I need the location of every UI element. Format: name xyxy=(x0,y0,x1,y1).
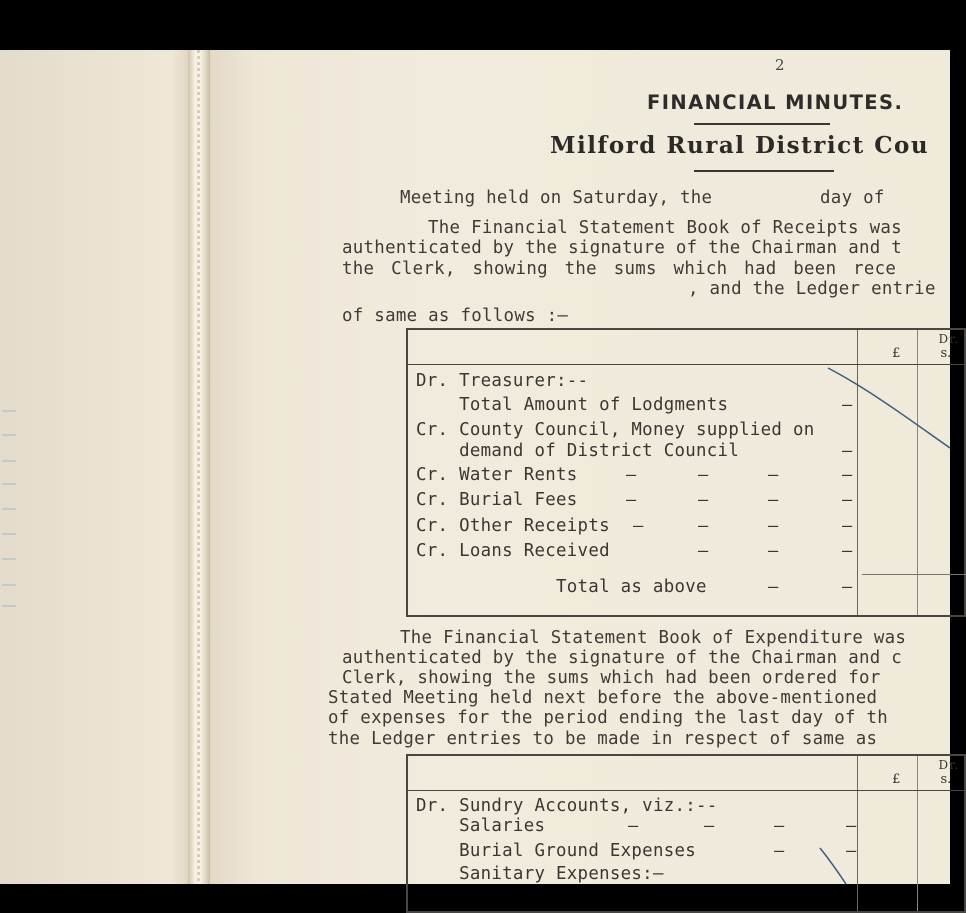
expenditure-items-cell xyxy=(407,791,858,913)
show-through-mark xyxy=(2,605,16,607)
leader-dash: – xyxy=(846,841,857,861)
ledger-row: demand of District Council xyxy=(416,441,740,461)
leader-dash: – xyxy=(628,816,639,836)
receipts-para-line: , and the Ledger entrie xyxy=(688,279,936,299)
leader-dash: – xyxy=(768,465,779,485)
ledger-row: Burial Ground Expenses xyxy=(416,841,697,861)
expenditure-header-items xyxy=(407,755,858,791)
leader-dash: – xyxy=(626,490,637,510)
expenditure-para-line: Stated Meeting held next before the above-mentioned xyxy=(328,688,878,708)
expenditure-para-line: The Financial Statement Book of Expenditure was xyxy=(400,628,907,648)
ledger-row: Dr. Treasurer:-- xyxy=(416,371,589,391)
leader-dash: – xyxy=(842,441,853,461)
dr-label: Dr. xyxy=(938,758,960,772)
leader-dash: – xyxy=(842,490,853,510)
receipts-para-line: authenticated by the signature of the Chairman and t xyxy=(342,238,903,258)
show-through-mark xyxy=(2,584,16,586)
right-page xyxy=(210,50,960,884)
expenditure-para-line: of expenses for the period ending the last day of th xyxy=(328,708,889,728)
expenditure-para-line: Clerk, showing the sums which had been ordered for xyxy=(342,668,881,688)
council-rule xyxy=(694,170,834,172)
dr-label: Dr. xyxy=(938,332,960,346)
receipts-pounds-cell xyxy=(858,365,918,617)
pound-symbol: £ xyxy=(892,772,901,787)
leader-dash: – xyxy=(842,395,853,415)
page-heading: FINANCIAL MINUTES. xyxy=(647,91,904,114)
heading-rule xyxy=(694,123,830,125)
expenditure-para-line: authenticated by the signature of the Chairman and c xyxy=(342,648,903,668)
leader-dash: – xyxy=(768,490,779,510)
leader-dash: – xyxy=(698,516,709,536)
ledger-row: Cr. Water Rents xyxy=(416,465,578,485)
page-edge xyxy=(197,50,200,884)
leader-dash: – xyxy=(698,490,709,510)
leader-dash: – xyxy=(842,465,853,485)
council-title: Milford Rural District Cou xyxy=(550,132,930,159)
left-page xyxy=(0,50,195,884)
ledger-row: Cr. Burial Fees xyxy=(416,490,578,510)
show-through-mark xyxy=(2,410,16,412)
receipts-header-items xyxy=(407,329,858,365)
ledger-row: Salaries xyxy=(416,816,546,836)
expenditure-shillings-cell xyxy=(918,791,965,913)
show-through-mark xyxy=(2,434,16,436)
receipts-shillings-cell xyxy=(918,365,965,617)
leader-dash: – xyxy=(633,516,644,536)
page-number: 2 xyxy=(775,56,785,74)
receipts-para-line: of same as follows :— xyxy=(342,306,569,326)
expenditure-header-pounds xyxy=(858,755,918,791)
leader-dash: – xyxy=(626,465,637,485)
meeting-line: Meeting held on Saturday, the day of xyxy=(400,188,885,208)
leader-dash: – xyxy=(768,541,779,561)
expenditure-table xyxy=(406,754,966,913)
total-rule xyxy=(862,574,966,575)
expenditure-para-line: the Ledger entries to be made in respect of same as xyxy=(328,729,878,749)
shilling-symbol: s. xyxy=(940,346,952,361)
receipts-para-line: The Financial Statement Book of Receipts was xyxy=(428,218,902,238)
show-through-mark xyxy=(2,558,16,560)
leader-dash: – xyxy=(842,516,853,536)
ledger-row: Sanitary Expenses:— xyxy=(416,864,664,884)
leader-dash: – xyxy=(768,577,779,597)
leader-dash: – xyxy=(846,816,857,836)
receipts-header-shillings xyxy=(918,329,965,365)
show-through-mark xyxy=(2,460,16,462)
leader-dash: – xyxy=(842,577,853,597)
ledger-row: Cr. County Council, Money supplied on xyxy=(416,420,815,440)
total-label: Total as above xyxy=(556,577,707,597)
receipts-items-cell xyxy=(407,365,858,617)
show-through-mark xyxy=(2,533,16,535)
expenditure-pounds-cell xyxy=(858,791,918,913)
leader-dash: – xyxy=(774,841,785,861)
shilling-symbol: s. xyxy=(940,772,952,787)
expenditure-header-shillings xyxy=(918,755,965,791)
leader-dash: – xyxy=(698,541,709,561)
ledger-row: Total Amount of Lodgments xyxy=(416,395,729,415)
leader-dash: – xyxy=(768,516,779,536)
show-through-mark xyxy=(2,483,16,485)
ledger-row: Dr. Sundry Accounts, viz.:-- xyxy=(416,796,718,816)
receipts-para-line: the Clerk, showing the sums which had been rece xyxy=(342,259,897,279)
receipts-header-pounds xyxy=(858,329,918,365)
pound-symbol: £ xyxy=(892,346,901,361)
leader-dash: – xyxy=(698,465,709,485)
black-top-border xyxy=(0,0,950,50)
ledger-row: Cr. Other Receipts xyxy=(416,516,610,536)
leader-dash: – xyxy=(704,816,715,836)
ledger-row: Cr. Loans Received xyxy=(416,541,610,561)
leader-dash: – xyxy=(842,541,853,561)
leader-dash: – xyxy=(774,816,785,836)
show-through-mark xyxy=(2,508,16,510)
